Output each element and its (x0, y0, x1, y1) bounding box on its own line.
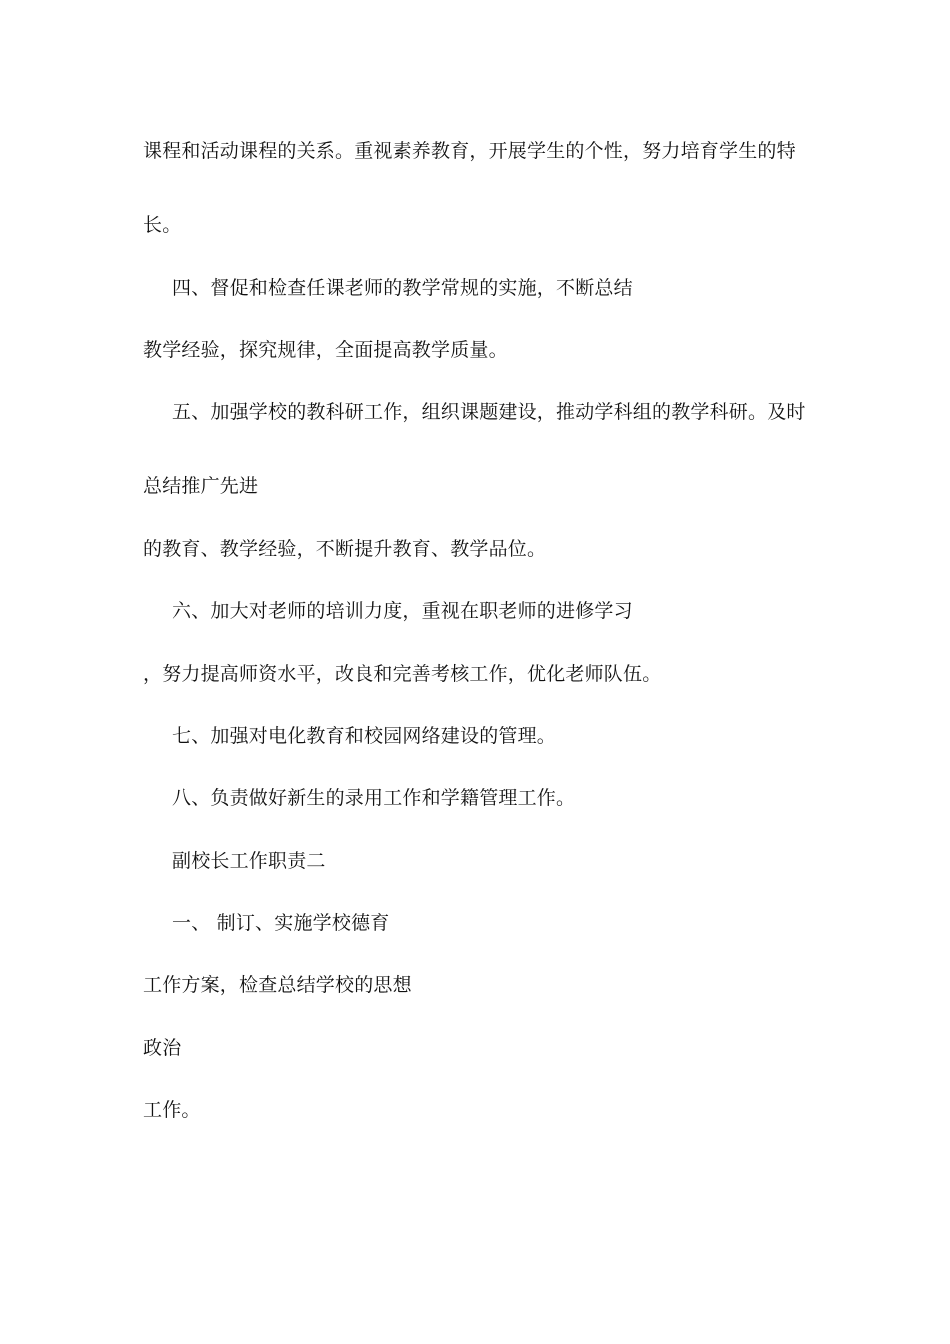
text-line: 五、加强学校的教科研工作，组织课题建设，推动学科组的教学科研。及时 (172, 401, 806, 423)
section-heading: 副校长工作职责二 (172, 850, 326, 872)
text-line: 一、 制订、实施学校德育 (172, 912, 390, 934)
text-line: 总结推广先进 (143, 475, 259, 497)
text-line: 工作方案，检查总结学校的思想 (143, 974, 412, 996)
text-line: 工作。 (143, 1099, 201, 1121)
text-line: 四、督促和检查任课老师的教学常规的实施，不断总结 (172, 277, 633, 299)
text-line: 六、加大对老师的培训力度，重视在职老师的进修学习 (172, 600, 633, 622)
text-line: 长。 (143, 214, 182, 236)
text-line: 的教育、教学经验，不断提升教育、教学品位。 (143, 538, 547, 560)
text-line: 教学经验，探究规律，全面提高教学质量。 (143, 339, 508, 361)
text-line: 七、加强对电化教育和校园网络建设的管理。 (172, 725, 557, 747)
text-line: 政治 (143, 1037, 182, 1059)
text-line: ，努力提高师资水平，改良和完善考核工作，优化老师队伍。 (143, 663, 662, 685)
text-line: 八、负责做好新生的录用工作和学籍管理工作。 (172, 787, 576, 809)
text-line: 课程和活动课程的关系。重视素养教育，开展学生的个性，努力培育学生的特 (143, 140, 796, 162)
